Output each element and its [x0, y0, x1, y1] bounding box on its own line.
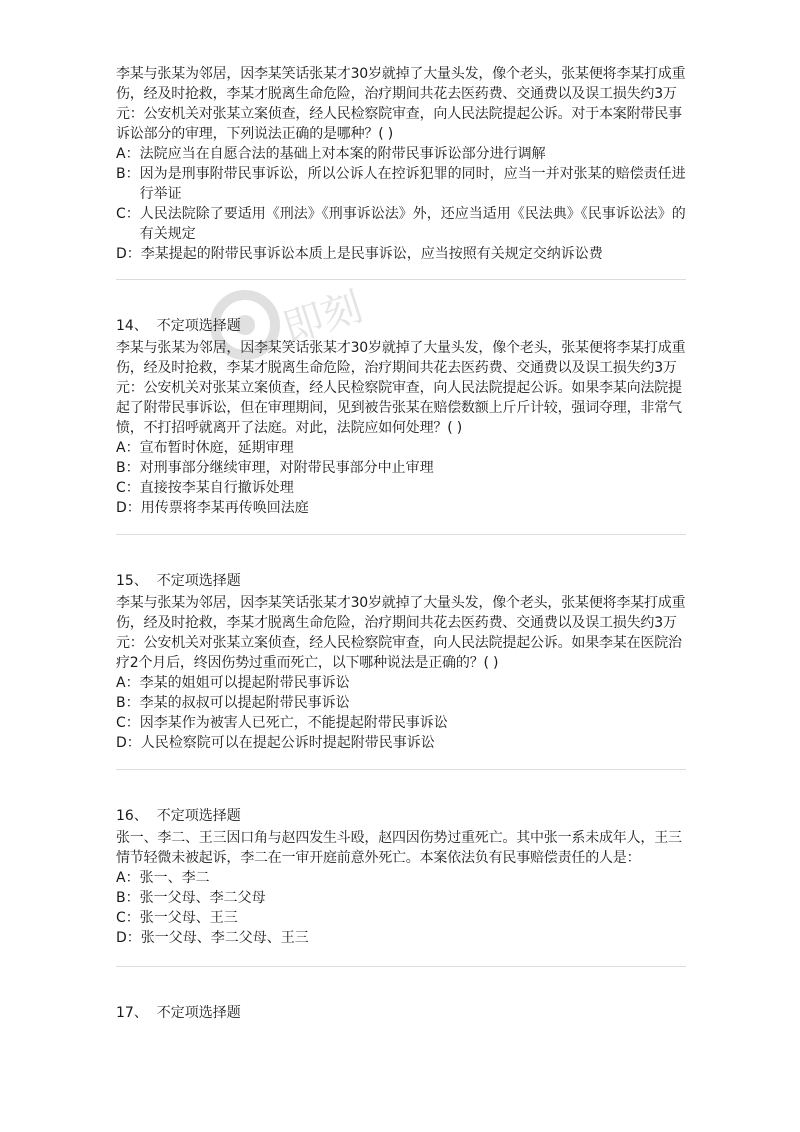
- option-letter: A：: [116, 675, 140, 691]
- question-header: [116, 806, 686, 826]
- option-text: 张一父母、李二父母: [139, 890, 266, 906]
- option-a: [116, 673, 686, 693]
- option-letter: C：: [116, 715, 140, 731]
- question-type: 不定项选择题: [156, 573, 241, 589]
- option-text: 直接按李某自行撤诉处理: [139, 480, 294, 496]
- question-number: 17、: [116, 1005, 148, 1021]
- option-c: [116, 908, 686, 928]
- option-d: [116, 733, 686, 753]
- option-letter: D：: [116, 735, 141, 751]
- option-letter: B：: [116, 460, 140, 476]
- question-type: 不定项选择题: [156, 1005, 241, 1021]
- option-letter: C：: [116, 910, 140, 926]
- question-header: [116, 571, 686, 591]
- option-b: [116, 888, 686, 908]
- option-text: 用传票将李某再传唤回法庭: [140, 500, 309, 516]
- question-17: [116, 1003, 686, 1023]
- option-text: 法院应当在自愿合法的基础上对本案的附带民事诉讼部分进行调解: [139, 146, 546, 162]
- question-stem: 李某与张某为邻居，因李某笑话张某才30岁就掉了大量头发，像个老头，张某便将李某打成重伤，经及时抢救，李某才脱离生命危险，治疗期间共花去医药费、交通费以及误工损失约3万元：公安机关对张某立案侦查，经人民检察院审查，向人民法院提起公诉。如果李某向法院提起了附带民事诉讼，但在审理期间，见到被告张某在赔偿数额上斤斤计较，强词夺理，非常气愤，不打招呼就离开了法庭。对此，法院应如何处理？( ): [116, 340, 686, 436]
- option-b: [116, 164, 686, 204]
- question-13-continuation: [116, 64, 686, 264]
- option-text: 对刑事部分继续审理，对附带民事部分中止审理: [139, 460, 434, 476]
- question-stem: 张一、李二、王三因口角与赵四发生斗殴，赵四因伤势过重死亡。其中张一系未成年人，王三情节轻微未被起诉，李二在一审开庭前意外死亡。本案依法负有民事赔偿责任的人是：: [116, 830, 682, 866]
- question-stem: 李某与张某为邻居，因李某笑话张某才30岁就掉了大量头发，像个老头，张某便将李某打成重伤，经及时抢救，李某才脱离生命危险，治疗期间共花去医药费、交通费以及误工损失约3万元：公安机关对张某立案侦查，经人民检察院审查，向人民法院提起公诉。对于本案附带民事诉讼部分的审理，下列说法正确的是哪种？( ): [116, 66, 686, 142]
- option-letter: A：: [116, 146, 140, 162]
- option-b: [116, 693, 686, 713]
- option-text: 李某提起的附带民事诉讼本质上是民事诉讼，应当按照有关规定交纳诉讼费: [140, 246, 603, 262]
- watermark-text: 即刻: [277, 283, 369, 353]
- question-16: [116, 806, 686, 948]
- question-number: 16、: [116, 808, 148, 824]
- option-d: [116, 498, 686, 518]
- divider: [116, 769, 686, 770]
- option-d: [116, 244, 686, 264]
- divider: [116, 966, 686, 967]
- option-c: [116, 204, 686, 244]
- option-letter: D：: [116, 500, 141, 516]
- option-letter: B：: [116, 890, 140, 906]
- option-text: 人民法院除了要适用《刑法》《刑事诉讼法》外，还应当适用《民法典》《民事诉讼法》的有关规定: [139, 206, 686, 242]
- option-letter: C：: [116, 480, 140, 496]
- option-a: [116, 438, 686, 458]
- divider: [116, 534, 686, 535]
- question-header: [116, 1003, 686, 1023]
- question-number: 15、: [116, 573, 148, 589]
- option-text: 宣布暂时休庭，延期审理: [139, 440, 294, 456]
- question-number: 14、: [116, 318, 148, 334]
- option-a: [116, 144, 686, 164]
- option-text: 因李某作为被害人已死亡，不能提起附带民事诉讼: [139, 715, 448, 731]
- option-text: 张一父母、王三: [139, 910, 238, 926]
- option-text: 人民检察院可以在提起公诉时提起附带民事诉讼: [140, 735, 435, 751]
- question-15: [116, 571, 686, 753]
- option-b: [116, 458, 686, 478]
- option-c: [116, 713, 686, 733]
- option-text: 张一父母、李二父母、王三: [140, 930, 309, 946]
- question-14: [116, 316, 686, 518]
- option-letter: C：: [116, 206, 140, 222]
- question-header: [116, 316, 686, 336]
- document-page: [116, 64, 686, 1023]
- option-c: [116, 478, 686, 498]
- question-type: 不定项选择题: [156, 808, 241, 824]
- option-letter: D：: [116, 246, 141, 262]
- option-text: 张一、李二: [139, 870, 210, 886]
- option-text: 李某的叔叔可以提起附带民事诉讼: [139, 695, 350, 711]
- option-letter: D：: [116, 930, 141, 946]
- option-letter: B：: [116, 695, 140, 711]
- divider: [116, 279, 686, 280]
- question-stem: 李某与张某为邻居，因李某笑话张某才30岁就掉了大量头发，像个老头，张某便将李某打成重伤，经及时抢救，李某才脱离生命危险，治疗期间共花去医药费、交通费以及误工损失约3万元：公安机关对张某立案侦查，经人民检察院审查，向人民法院提起公诉。如果李某在医院治疗2个月后，终因伤势过重而死亡，以下哪种说法是正确的？( ): [116, 595, 686, 671]
- option-d: [116, 928, 686, 948]
- option-letter: A：: [116, 870, 140, 886]
- option-text: 因为是刑事附带民事诉讼，所以公诉人在控诉犯罪的同时，应当一并对张某的赔偿责任进行举证: [139, 166, 686, 202]
- question-type: 不定项选择题: [156, 318, 241, 334]
- option-a: [116, 868, 686, 888]
- option-letter: A：: [116, 440, 140, 456]
- option-letter: B：: [116, 166, 140, 182]
- option-text: 李某的姐姐可以提起附带民事诉讼: [139, 675, 350, 691]
